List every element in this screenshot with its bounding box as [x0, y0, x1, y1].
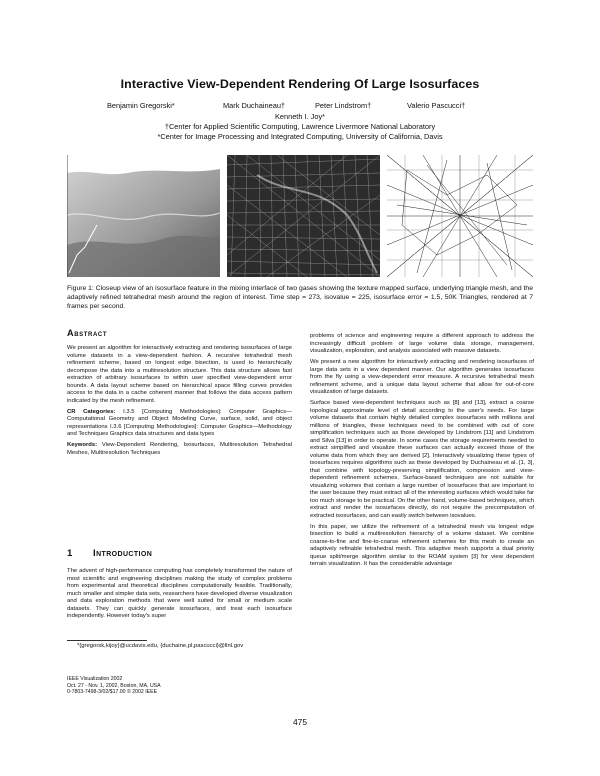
author-name: Peter Lindstrom† — [315, 101, 372, 110]
page-number: 475 — [293, 717, 307, 727]
intro-section-number: 1 — [67, 548, 73, 559]
figure-panel-tetrahedral-mesh — [387, 155, 533, 277]
keywords-label: Keywords: — [67, 442, 98, 448]
abstract-paragraph: We present an algorithm for interactively extracting and rendering isosurfaces of large volume datasets in a view-dependent fashion. A recursive tetrahedral mesh refinement scheme, based on longest edge bisection, is used to hierarchically decompose the data into a multiresolution structure. This data structure allows fast extraction of arbitrary isosurfaces to within user specified view-dependent error bounds. A data layout scheme based on hierarchical space filling curves provides access to the data in a cache coherent manner that follows the data access pattern indicated by the mesh refinement. — [67, 345, 292, 404]
cr-label: CR Categories: — [67, 408, 116, 415]
body-paragraph: In this paper, we utilize the refinement of a tetrahedral mesh via longest edge bisection to build a multiresolution hierarchy of a volume dataset. We combine coarse-to-fine and fine-to-coarse refinement schemes for this mesh to create an adaptively refinable tetrahedral mesh. This adaptive mesh supports a dual priority queue split/merge algorithm similar to the ROAM system [3] for view dependent terrain visualization. It has the considerable advantage — [310, 523, 534, 567]
conference-info — [67, 676, 161, 696]
abstract-heading: Abstract — [67, 328, 108, 338]
keywords-text: View-Dependent Rendering, Isosurfaces, Multiresolution Tetrahedral Meshes, Multiresolution Techniques — [67, 442, 292, 456]
footnote-divider — [67, 640, 147, 641]
left-column — [67, 345, 292, 461]
figure-caption: Figure 1: Closeup view of an isosurface feature in the mixing interface of two gases showing the texture mapped surface, underlying triangle mesh, and the adaptively refined tetrahedral mesh around the region of interest. Time step = 273, isovalue = 225, isosurface error = 1.5, 50K Triangles, rendered at 7 frames per second. — [67, 285, 533, 310]
body-paragraph: We present a new algorithm for interactively extracting and rendering isosurfaces of large data sets in a view dependent manner. Our algorithm generates isosurfaces from the fly using a view-dependent error measure. A recursive tetrahedral mesh refinement scheme, and a unique data layout scheme that allow for out-of-core visualization of large datasets. — [310, 359, 534, 395]
author-name: Kenneth I. Joy* — [274, 112, 326, 121]
author-name: Valerio Pascucci† — [407, 101, 466, 110]
cr-text: I.3.5 [Computing Methodologies]: Computer Graphics—Computational Geometry and Object Modeling Curve, surface, solid, and object representations I.3.6 [Computing Methodologies]: Computer Graphics—Methodology and Techniques Graphics data structures and data types — [67, 408, 293, 437]
conference-line: IEEE Visualization 2002 — [67, 676, 123, 682]
intro-body — [67, 568, 292, 624]
body-paragraph: problems of science and engineering require a different approach to address the increasingly difficult problem of large volume data storage, management, visualization, exploration, and analysis associated with massive datasets. — [310, 333, 534, 354]
figure-panel-texture — [67, 155, 220, 277]
right-column — [310, 333, 534, 572]
conference-line: 0-7803-7498-3/02/$17.00 © 2002 IEEE — [67, 689, 158, 696]
body-paragraph: Surface based view-dependent techniques such as [8] and [13], extract a coarse topological approximate level of detail according to the user's needs. For large volume datasets that contain highly detailed complex isosurfaces with millions and millions of triangles, these techniques need to be combined with out of core simplification techniques such as those developed by Lindstrom [11] and Lindstrom and Silva [13] in order to operate. In some cases the storage requirements needed to extract simplified and visualize these surfaces can actually exceed those of the volume data from which they are derived [2]. Interactively visualizing these types of isosurfaces requires algorithms such as these developed by Duchaineau et al. [1, 3], that combine with topology-preserving simplification, compression and view-dependent refinement schemes. Surface-based techniques are not suitable for visualizing volumes that contain a large number of isosurfaces that are important to the user because they must extract all of the interesting surfaces which would take far too much storage to be practical. On the other hand, volume-based techniques, which extract and render the isosurfaces directly, do not require the precomputation of extracted isosurfaces, and can easily switch between isovalues. — [310, 400, 534, 519]
affiliation: †Center for Applied Scientific Computing, Lawrence Livermore National Laboratory — [164, 122, 436, 131]
footnote: *{gregorsk,kijoy}@ucdavis.edu, {duchaine,pl,pascucci}@llnl.gov — [77, 643, 244, 649]
intro-paragraph: The advent of high-performance computing has completely transformed the nature of most scientific and engineering disciplines making the study of complex problems from experimental and theoretical disciplines computationally feasible. Traditionally, much smaller and simpler data sets, researchers have developed diverse visualization and data exploration methods that were well suited for small or medium scale datasets. They can quickly generate isosurfaces, and treat each isosurface independently. However today's super — [67, 568, 292, 619]
author-name: Benjamin Gregorski* — [107, 101, 175, 110]
keywords — [67, 442, 292, 457]
affiliation: *Center for Image Processing and Integrated Computing, University of California, Davis — [157, 132, 443, 141]
intro-section-title: Introduction — [93, 548, 153, 559]
cr-categories — [67, 409, 292, 439]
figure-panel-triangle-mesh — [227, 155, 380, 277]
intro-heading — [67, 548, 152, 559]
author-name: Mark Duchaineau† — [223, 101, 286, 110]
conference-line: Oct. 27 - Nov. 1, 2002, Boston, MA, USA — [67, 682, 161, 689]
paper-title: Interactive View-Dependent Rendering Of Large Isosurfaces — [120, 77, 480, 91]
